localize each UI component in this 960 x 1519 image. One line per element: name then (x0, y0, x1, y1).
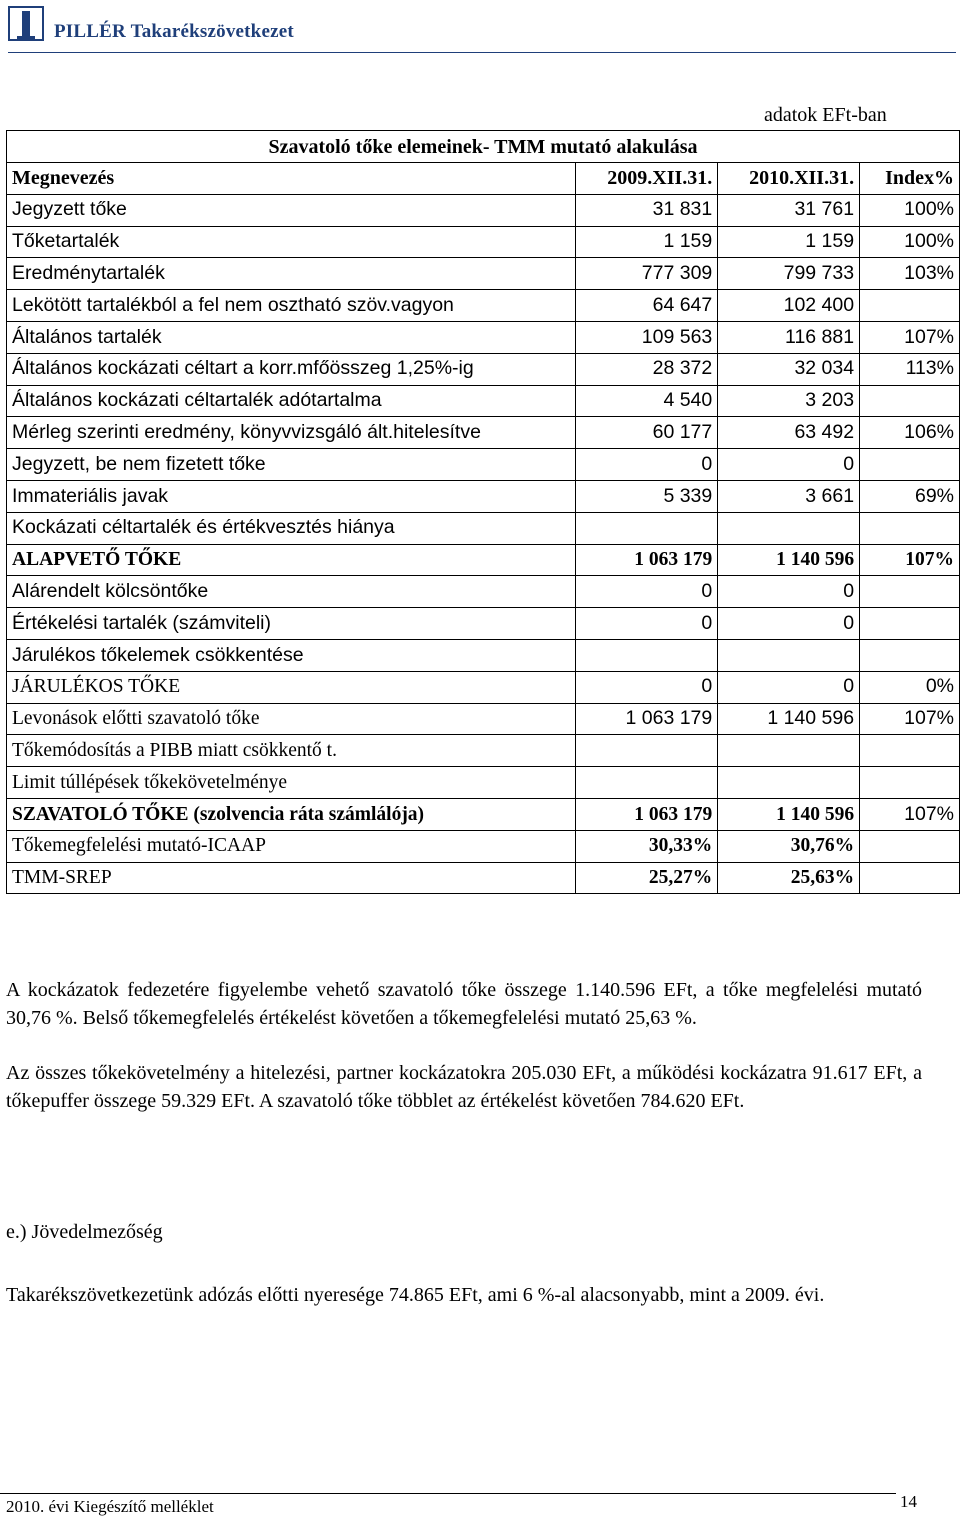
value-index (860, 512, 960, 544)
row-label: Mérleg szerinti eredmény, könyvvizsgáló ált.hitelesítve (7, 417, 576, 449)
value-2010 (718, 767, 860, 799)
table-row (7, 512, 960, 544)
value-index (860, 449, 960, 481)
section-heading: e.) Jövedelmezőség (6, 1221, 163, 1243)
value-index (860, 830, 960, 862)
row-label: Limit túllépések tőkekövetelménye (7, 767, 576, 799)
row-label: Értékelési tartalék (számviteli) (7, 608, 576, 640)
row-label: JÁRULÉKOS TŐKE (7, 671, 576, 703)
value-2010: 102 400 (718, 290, 860, 322)
page-number: 14 (900, 1492, 917, 1511)
value-2009: 64 647 (576, 290, 718, 322)
table-row (7, 417, 960, 449)
value-2009: 25,27% (576, 862, 718, 894)
row-label: Lekötött tartalékból a fel nem osztható szöv.vagyon (7, 290, 576, 322)
table-row (7, 703, 960, 735)
brand-full: Takarékszövetkezet (130, 21, 294, 42)
value-2009: 60 177 (576, 417, 718, 449)
value-2009: 1 063 179 (576, 798, 718, 830)
value-index (860, 735, 960, 767)
value-2010: 116 881 (718, 321, 860, 353)
value-2009: 28 372 (576, 353, 718, 385)
value-2010: 1 140 596 (718, 703, 860, 735)
row-label: Általános kockázati céltartalék adótartalma (7, 385, 576, 417)
value-2010: 0 (718, 576, 860, 608)
value-2009 (576, 512, 718, 544)
value-2009: 0 (576, 576, 718, 608)
col-header-2009: 2009.XII.31. (576, 163, 718, 195)
value-2009 (576, 639, 718, 671)
row-label: Jegyzett tőke (7, 194, 576, 226)
table-row (7, 449, 960, 481)
table-row (7, 767, 960, 799)
value-index: 100% (860, 226, 960, 258)
table-title: Szavatoló tőke elemeinek- TMM mutató alakulása (7, 131, 960, 163)
paragraph-capital: A kockázatok fedezetére figyelembe vehető szavatoló tőke összege 1.140.596 EFt, a tőke megfelelési mutató 30,76 %. Belső tőkemegfelelés értékelést követően a tőkemegfelelési mutató 25,63 %. (6, 979, 922, 1029)
value-2010: 1 140 596 (718, 544, 860, 576)
value-index (860, 862, 960, 894)
value-2009 (576, 767, 718, 799)
value-2010: 799 733 (718, 258, 860, 290)
capital-table (6, 130, 960, 894)
col-header-index: Index% (860, 163, 960, 195)
table-row (7, 544, 960, 576)
col-header-2010: 2010.XII.31. (718, 163, 860, 195)
value-2010: 1 159 (718, 226, 860, 258)
table-row (7, 639, 960, 671)
row-label: Alárendelt kölcsöntőke (7, 576, 576, 608)
value-index (860, 290, 960, 322)
table-row (7, 385, 960, 417)
row-label: TMM-SREP (7, 862, 576, 894)
value-2009: 777 309 (576, 258, 718, 290)
table-row (7, 353, 960, 385)
value-2010: 30,76% (718, 830, 860, 862)
table-row (7, 258, 960, 290)
row-label: Eredménytartalék (7, 258, 576, 290)
table-row (7, 321, 960, 353)
value-2009: 4 540 (576, 385, 718, 417)
table-row (7, 862, 960, 894)
row-label: Tőkemegfelelési mutató-ICAAP (7, 830, 576, 862)
table-row (7, 798, 960, 830)
value-2010: 31 761 (718, 194, 860, 226)
value-index: 107% (860, 321, 960, 353)
table-title-row (7, 131, 960, 163)
table-row (7, 576, 960, 608)
value-index: 107% (860, 798, 960, 830)
row-label: Jegyzett, be nem fizetett tőke (7, 449, 576, 481)
value-2009: 1 159 (576, 226, 718, 258)
value-2010: 0 (718, 671, 860, 703)
value-2010: 3 203 (718, 385, 860, 417)
value-index: 103% (860, 258, 960, 290)
value-2009: 0 (576, 449, 718, 481)
value-2009: 1 063 179 (576, 544, 718, 576)
table-row (7, 290, 960, 322)
brand-name (54, 21, 294, 43)
value-2009: 31 831 (576, 194, 718, 226)
value-index: 69% (860, 480, 960, 512)
value-index (860, 767, 960, 799)
value-index: 100% (860, 194, 960, 226)
value-index: 107% (860, 703, 960, 735)
row-label: Levonások előtti szavatoló tőke (7, 703, 576, 735)
brand-short: PILLÉR (54, 21, 126, 42)
table-row (7, 226, 960, 258)
value-2009: 30,33% (576, 830, 718, 862)
col-header-name: Megnevezés (7, 163, 576, 195)
row-label: Általános tartalék (7, 321, 576, 353)
value-2009: 1 063 179 (576, 703, 718, 735)
value-2010: 63 492 (718, 417, 860, 449)
header-divider (8, 52, 956, 53)
value-2009: 5 339 (576, 480, 718, 512)
row-label: Járulékos tőkelemek csökkentése (7, 639, 576, 671)
table-row (7, 830, 960, 862)
value-index: 106% (860, 417, 960, 449)
table-row (7, 608, 960, 640)
paragraph-requirements: Az összes tőkekövetelmény a hitelezési, partner kockázatokra 205.030 EFt, a működési kockázatra 91.617 EFt, a tőkepuffer összege 59.329 EFt. A szavatoló tőke többlet az értékelést követően 784.620 EFt. (6, 1062, 922, 1112)
row-label: SZAVATOLÓ TŐKE (szolvencia ráta számlálója) (7, 798, 576, 830)
row-label: Immateriális javak (7, 480, 576, 512)
value-index (860, 576, 960, 608)
pillar-logo-icon (8, 6, 46, 42)
value-2010 (718, 512, 860, 544)
value-index (860, 385, 960, 417)
value-2010: 1 140 596 (718, 798, 860, 830)
page-header (8, 6, 948, 46)
value-2010 (718, 735, 860, 767)
value-2010: 25,63% (718, 862, 860, 894)
footer-title: 2010. évi Kiegészítő melléklet (6, 1497, 214, 1516)
units-label: adatok EFt-ban (764, 104, 887, 126)
value-index (860, 639, 960, 671)
table-row (7, 735, 960, 767)
value-2010: 32 034 (718, 353, 860, 385)
row-label: Tőkemódosítás a PIBB miatt csökkentő t. (7, 735, 576, 767)
row-label: Általános kockázati céltart a korr.mfőösszeg 1,25%-ig (7, 353, 576, 385)
table-row (7, 671, 960, 703)
value-index: 113% (860, 353, 960, 385)
value-2010: 0 (718, 608, 860, 640)
row-label: ALAPVETŐ TŐKE (7, 544, 576, 576)
value-2009 (576, 735, 718, 767)
value-2010 (718, 639, 860, 671)
paragraph-profitability: Takarékszövetkezetünk adózás előtti nyeresége 74.865 EFt, ami 6 %-al alacsonyabb, mint a 2009. évi. (6, 1284, 825, 1306)
value-2010: 0 (718, 449, 860, 481)
value-2009: 109 563 (576, 321, 718, 353)
value-2009: 0 (576, 608, 718, 640)
table-row (7, 480, 960, 512)
value-2009: 0 (576, 671, 718, 703)
table-header-row (7, 163, 960, 195)
value-index (860, 608, 960, 640)
value-2010: 3 661 (718, 480, 860, 512)
footer-divider (0, 1493, 896, 1494)
table-row (7, 194, 960, 226)
value-index: 107% (860, 544, 960, 576)
value-index: 0% (860, 671, 960, 703)
row-label: Kockázati céltartalék és értékvesztés hiánya (7, 512, 576, 544)
row-label: Tőketartalék (7, 226, 576, 258)
